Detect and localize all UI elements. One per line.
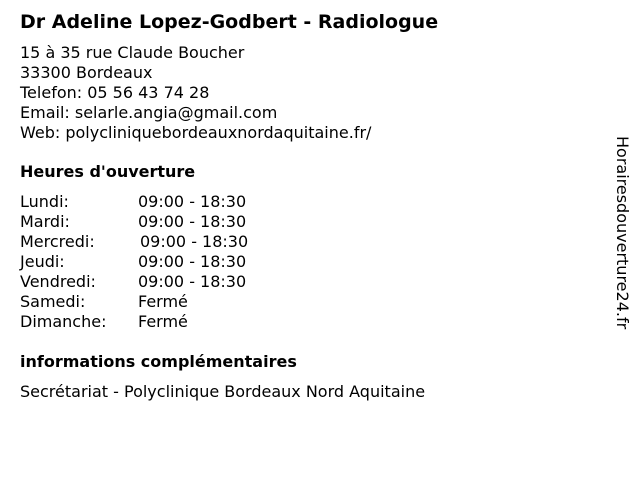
hours-row-saturday (20, 292, 590, 312)
hours-row-friday (20, 272, 590, 292)
hours-row-wednesday (20, 232, 590, 252)
hours-day-label: Mercredi: (20, 232, 95, 251)
hours-day-label: Mardi: (20, 212, 70, 231)
hours-time-value: Fermé (138, 312, 188, 331)
opening-hours-heading: Heures d'ouverture (20, 162, 196, 181)
hours-day-label: Jeudi: (20, 252, 65, 271)
hours-row-monday (20, 192, 590, 212)
phone-line: Telefon: 05 56 43 74 28 (20, 83, 210, 102)
opening-hours-list (20, 192, 590, 332)
additional-info-heading: informations complémentaires (20, 352, 297, 371)
hours-time-value: 09:00 - 18:30 (138, 272, 247, 291)
hours-row-tuesday (20, 212, 590, 232)
site-watermark: Horairesdouverture24.fr (613, 136, 632, 330)
email-line: Email: selarle.angia@gmail.com (20, 103, 278, 122)
web-line: Web: polycliniquebordeauxnordaquitaine.fr/ (20, 123, 372, 142)
additional-info-text: Secrétariat - Polyclinique Bordeaux Nord Aquitaine (20, 382, 426, 401)
address-line-street: 15 à 35 rue Claude Boucher (20, 43, 245, 62)
hours-time-value: 09:00 - 18:30 (140, 232, 249, 251)
hours-time-value: 09:00 - 18:30 (138, 212, 247, 231)
hours-time-value: Fermé (138, 292, 188, 311)
business-title: Dr Adeline Lopez-Godbert - Radiologue (20, 11, 439, 33)
business-card (20, 10, 590, 402)
hours-day-label: Vendredi: (20, 272, 96, 291)
hours-day-label: Dimanche: (20, 312, 107, 331)
hours-time-value: 09:00 - 18:30 (138, 252, 247, 271)
hours-time-value: 09:00 - 18:30 (138, 192, 247, 211)
hours-day-label: Samedi: (20, 292, 86, 311)
hours-row-sunday (20, 312, 590, 332)
hours-row-thursday (20, 252, 590, 272)
hours-day-label: Lundi: (20, 192, 69, 211)
address-line-city: 33300 Bordeaux (20, 63, 153, 82)
